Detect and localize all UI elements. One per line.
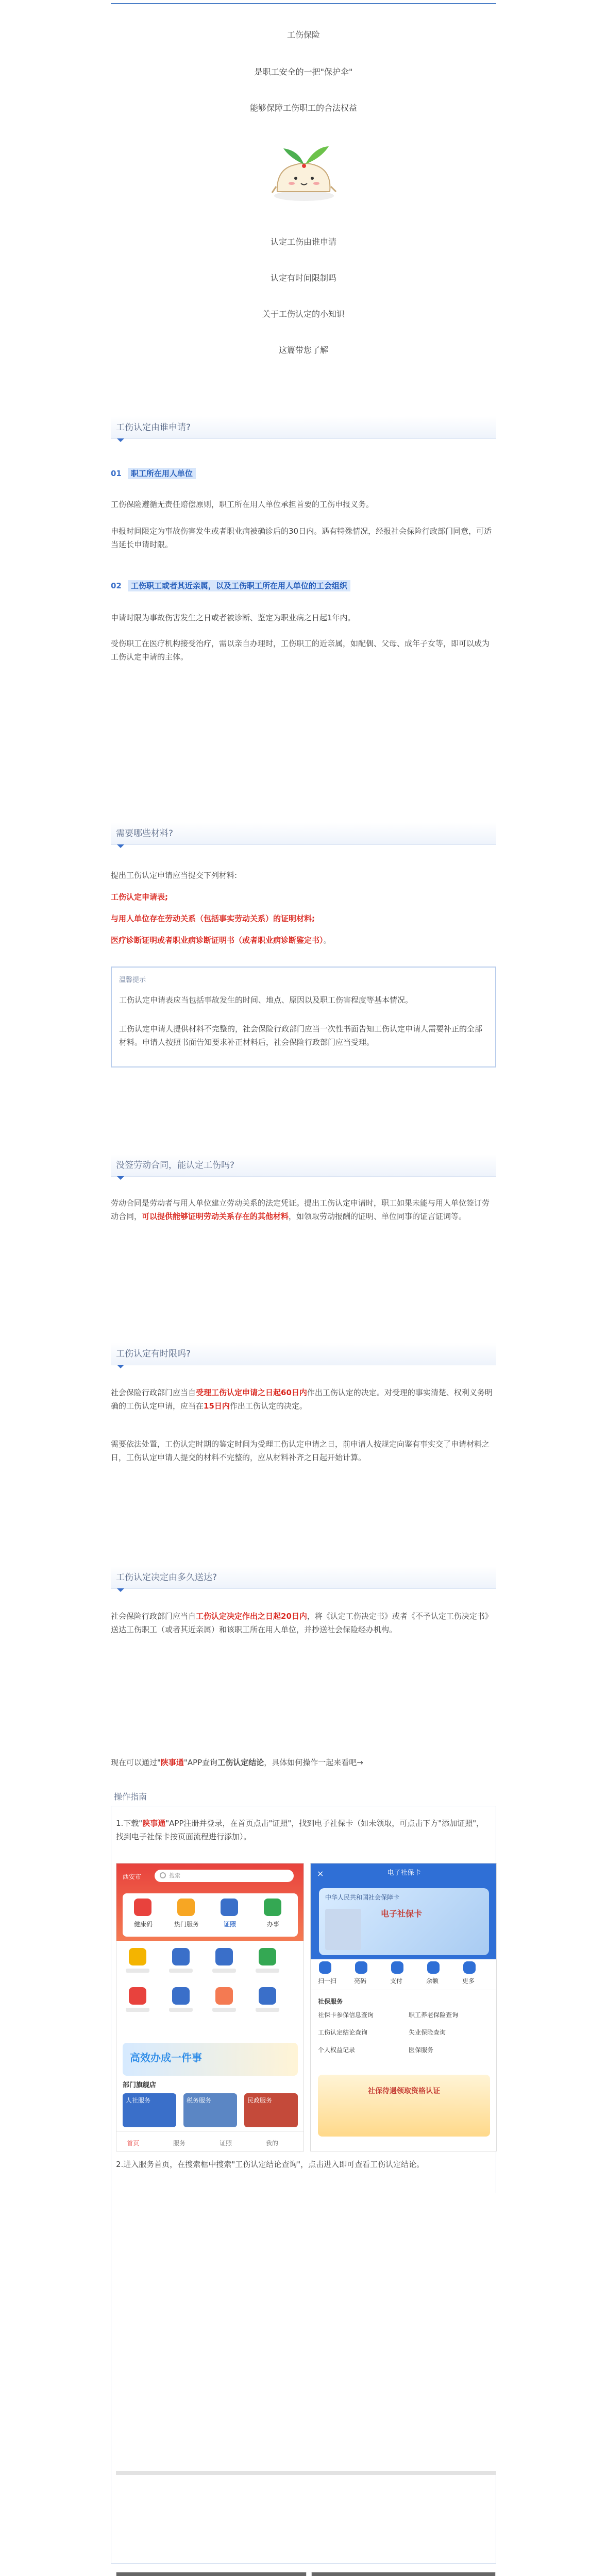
dept-card[interactable]	[244, 2093, 298, 2127]
item-2-paragraph-1: 申请时限为事故伤害发生之日或者被诊断、鉴定为职业病之日起1年内。	[111, 613, 356, 622]
service-icon[interactable]	[215, 1948, 233, 1965]
service-item[interactable]: 工伤认定结论查询	[318, 2029, 368, 2036]
search-input[interactable]: 搜索	[155, 1870, 294, 1882]
hot-service-icon	[177, 1899, 195, 1916]
card-header-title: 电子社保卡	[387, 1869, 421, 1877]
service-icon[interactable]	[172, 1987, 190, 2005]
action-label[interactable]: 更多	[462, 1977, 475, 1985]
action-label[interactable]: 亮码	[354, 1977, 367, 1985]
no-contract-paragraph	[111, 1196, 496, 1224]
location-label[interactable]: 西安市	[123, 1873, 142, 1880]
delivery-paragraph	[111, 1609, 496, 1637]
dept-card[interactable]	[123, 2093, 176, 2127]
text-part: 劳动合同是劳动者与用人单位建立劳动关系的法定凭证。提出工伤认定申请时，职工如果未能与用人单位签订劳动合同，	[111, 1198, 490, 1222]
highlight-text: 受理工伤认定申请之日起60日内	[196, 1388, 307, 1397]
label-placeholder	[256, 1969, 279, 1973]
highlight-text: 15日内	[204, 1401, 230, 1411]
service-icon[interactable]	[129, 1987, 146, 2005]
action-label[interactable]: 扫一扫	[318, 1977, 337, 1985]
dept-title: 部门旗舰店	[123, 2081, 157, 2089]
time-limit-paragraph-1	[111, 1386, 496, 1413]
app-name: 陕事通	[142, 1819, 166, 1828]
item-1-paragraph-2: 申报时间限定为事故伤害发生或者职业病被确诊后的30日内。遇有特殊情况，经报社会保险行政部门同意，可适当延长申请时限。	[111, 527, 492, 550]
material-2: 与用人单位存在劳动关系（包括事实劳动关系）的证明材料;	[111, 914, 315, 923]
service-icon[interactable]	[259, 1987, 276, 2005]
step-1-text	[116, 1817, 487, 1844]
label-placeholder	[256, 2008, 279, 2012]
text-part: ，将《认定工伤决定书》或者《不予认定工伤决定书》送达工伤职工（或者其近亲属）和该职工所在用人单位，并抄送社会保险经办机构。	[111, 1612, 493, 1635]
card-subtitle: 电子社保卡	[381, 1909, 423, 1919]
intro-line-7: 这篇带您了解	[278, 345, 328, 355]
text-part: 社会保险行政部门应当自	[111, 1612, 196, 1621]
search-icon	[160, 1872, 166, 1878]
tab-service[interactable]: 服务	[173, 2140, 186, 2147]
text-part: 作出工伤认定的决定。	[229, 1401, 307, 1411]
top-divider	[111, 3, 496, 4]
highlight-text: 可以提供能够证明劳动关系存在的其他材料	[142, 1212, 289, 1222]
license-icon	[221, 1899, 238, 1916]
back-icon[interactable]	[122, 2573, 125, 2576]
chevron-down-icon	[117, 1365, 124, 1368]
item-heading-text: 工伤职工或者其近亲属，以及工伤职工所在用人单位的工会组织	[128, 580, 350, 591]
intro-line-6: 关于工伤认定的小知识	[262, 309, 345, 319]
label-placeholder	[126, 2008, 149, 2012]
service-item[interactable]: 社保卡参保信息查询	[318, 2011, 374, 2019]
label-placeholder	[169, 1969, 193, 1973]
service-icon[interactable]	[215, 1987, 233, 2005]
tile-label[interactable]: 热门服务	[174, 1921, 199, 1928]
banner-title: 社保待遇领取资格认证	[368, 2087, 440, 2095]
time-limit-paragraph-2: 需要依法处置，工伤认定时期的鉴定时间为受理工伤认定申请之日，前申请人按规定向鉴有事实交了申请材料之日，工伤认定申请人提交的材料不完整的，应从材料补齐之日起开始计算。	[111, 1439, 490, 1463]
service-icon[interactable]	[259, 1948, 276, 1965]
guide-header	[111, 1788, 496, 1806]
card-header-bar	[311, 1863, 497, 1882]
scan-icon	[319, 1961, 331, 1974]
service-item[interactable]: 失业保险查询	[409, 2029, 446, 2036]
item-1-heading	[111, 467, 196, 482]
text-part: 现在可以通过"	[111, 1758, 161, 1767]
action-label[interactable]: 余额	[426, 1977, 439, 1985]
close-icon[interactable]: ×	[317, 1869, 324, 1878]
intro-line-2: 是职工安全的一把"保护伞"	[254, 67, 353, 77]
section-who-applies-header	[111, 416, 496, 439]
materials-lead: 提出工伤认定申请应当提交下列材料:	[111, 871, 238, 880]
app-name: 陕事通	[160, 1758, 184, 1767]
social-card-screenshot	[310, 1863, 497, 2151]
action-label[interactable]: 支付	[390, 1977, 403, 1985]
tab-bar	[116, 2131, 304, 2151]
text-part: 社会保险行政部门应当自	[111, 1388, 196, 1397]
item-number: 02	[111, 581, 122, 590]
promo-banner[interactable]	[123, 2043, 298, 2076]
chevron-down-icon	[117, 1176, 124, 1180]
label-placeholder	[126, 1969, 149, 1973]
intro-line-3: 能够保障工伤职工的合法权益	[249, 103, 357, 113]
section-title: 工伤认定有时限吗?	[116, 1349, 191, 1359]
intro-line-1: 工伤保险	[286, 30, 320, 40]
chevron-down-icon	[117, 1588, 124, 1592]
section-time-limit-header	[111, 1343, 496, 1365]
dept-card-label: 人社服务	[126, 2097, 151, 2104]
item-1-paragraph-1: 工伤保险遵循无责任赔偿原则，职工所在用人单位承担首要的工伤申报义务。	[111, 500, 374, 509]
dept-card-label: 税务服务	[187, 2097, 212, 2104]
material-3-end: 。	[323, 936, 331, 945]
section-delivery-header	[111, 1566, 496, 1589]
search-results-screenshot	[116, 2572, 307, 2576]
tip-paragraph-1: 工伤认定申请表应当包括事故发生的时间、地点、原因以及职工伤害程度等基本情况。	[119, 995, 413, 1005]
tile-label[interactable]: 健康码	[133, 1921, 153, 1928]
tab-license[interactable]: 证照	[220, 2140, 232, 2147]
balance-icon	[427, 1961, 440, 1974]
health-code-icon	[134, 1899, 151, 1916]
service-item[interactable]: 职工养老保险查询	[409, 2011, 459, 2019]
material-3	[111, 934, 496, 947]
service-section-title: 社保服务	[318, 1998, 343, 2005]
tile-label[interactable]: 证照	[223, 1921, 236, 1928]
qualification-banner[interactable]	[318, 2075, 490, 2137]
query-result-screenshot	[311, 2572, 496, 2576]
app-home-screenshot	[116, 1863, 304, 2151]
material-1: 工伤认定申请表;	[111, 892, 168, 902]
section-no-contract-header	[111, 1154, 496, 1177]
banner-text: 高效办成一件事	[130, 2052, 202, 2064]
card-action-row	[311, 1959, 497, 1990]
bold-text: 工伤认定结论	[217, 1758, 264, 1767]
social-card[interactable]	[319, 1888, 489, 1955]
pay-icon	[391, 1961, 403, 1974]
text-part: ，具体如何操作一起来看吧→	[264, 1758, 363, 1767]
text-part: ，如领取劳动报酬的证明、单位同事的证言证词等。	[289, 1212, 467, 1222]
search-top-bar	[116, 2572, 307, 2576]
more-icon	[463, 1961, 476, 1974]
qr-code-icon	[355, 1961, 367, 1974]
chevron-down-icon	[117, 844, 124, 848]
item-number: 01	[111, 469, 122, 478]
guide-title: 操作指南	[114, 1792, 147, 1802]
tile-label[interactable]: 办事	[266, 1921, 279, 1928]
section-title: 需要哪些材料?	[116, 828, 174, 839]
chevron-down-icon	[117, 438, 124, 442]
result-top-bar	[312, 2572, 496, 2576]
text-part: 作出工伤认定的决定。对受理的事实清楚、权利义务明确的工伤认定申请，应当在	[111, 1388, 493, 1411]
section-title: 没签劳动合同，能认定工伤吗?	[116, 1160, 235, 1171]
step-2-text: 2.进入服务首页，在搜索框中搜索"工伤认定结论查询"，点击进入即可查看工伤认定结论。	[116, 2160, 425, 2169]
label-placeholder	[212, 1969, 236, 1973]
service-item[interactable]: 医保服务	[409, 2046, 434, 2054]
avatar	[325, 1909, 361, 1950]
app-intro	[111, 1756, 496, 1769]
highlight-text: 工伤认定决定作出之日起20日内	[196, 1612, 307, 1621]
label-placeholder	[169, 2008, 193, 2012]
tip-box	[111, 967, 496, 1067]
section-title: 工伤认定决定由多久送达?	[116, 1572, 217, 1583]
dept-card[interactable]	[183, 2093, 237, 2127]
section-title: 工伤认定由谁申请?	[116, 422, 191, 433]
text-part: "APP查询	[183, 1758, 218, 1767]
text-part: 1.下载"	[116, 1819, 143, 1828]
material-3-text: 医疗诊断证明或者职业病诊断证明书（或者职业病诊断鉴定书）	[111, 936, 324, 945]
tab-mine[interactable]: 我的	[266, 2140, 279, 2147]
tip-paragraph-2: 工伤认定申请人提供材料不完整的，社会保险行政部门应当一次性书面告知工伤认定申请人需要补正的全部材料。申请人按照书面告知要求补正材料后，社会保险行政部门应当受理。	[119, 1024, 483, 1047]
item-2-heading	[111, 579, 350, 595]
image-divider	[116, 2471, 496, 2475]
intro-line-4: 认定工伤由谁申请	[270, 237, 336, 247]
tab-home[interactable]: 首页	[127, 2140, 140, 2147]
card-title: 中华人民共和国社会保障卡	[325, 1894, 400, 1901]
mascot-illustration	[263, 135, 345, 207]
item-heading-text: 职工所在用人单位	[128, 468, 196, 479]
text-part: "APP注册并登录，在首页点击"证照"，找到电子社保卡（如未领取，可点击下方"添加证照"，找到电子社保卡按页面流程进行添加）。	[116, 1819, 484, 1842]
step-2-image-area	[116, 2193, 496, 2471]
intro-line-5: 认定有时间限制吗	[270, 273, 336, 283]
dept-card-label: 民政服务	[247, 2097, 273, 2104]
section-materials-header	[111, 822, 496, 845]
service-icon[interactable]	[129, 1948, 146, 1965]
tip-label: 温馨提示	[119, 976, 146, 984]
service-grid	[123, 1944, 298, 2042]
affairs-icon	[264, 1899, 281, 1916]
label-placeholder	[212, 2008, 236, 2012]
item-2-paragraph-2: 受伤职工在医疗机构接受治疗，需以亲自办理时，工伤职工的近亲属，如配偶、父母、成年子女等，即可以成为工伤认定申请的主体。	[111, 639, 490, 662]
service-icon[interactable]	[172, 1948, 190, 1965]
quick-tiles	[123, 1893, 298, 1937]
service-item[interactable]: 个人权益记录	[318, 2046, 356, 2054]
